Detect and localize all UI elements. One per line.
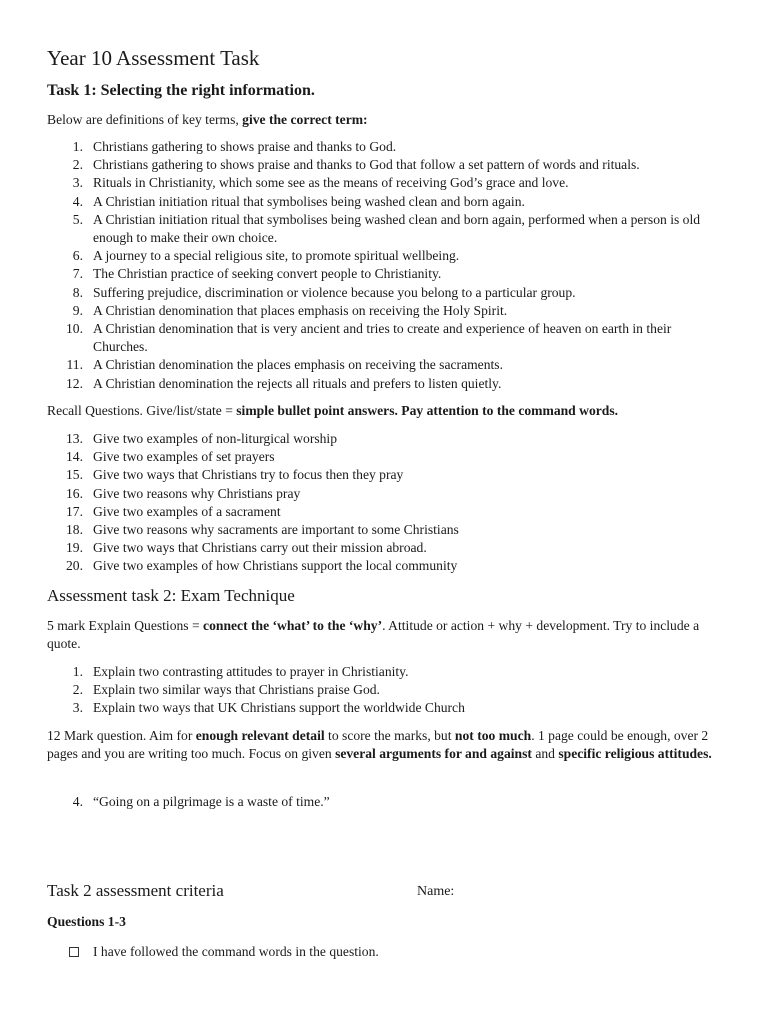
essay-question-number: 4. (72, 794, 83, 809)
twelve-mark-emphasis-2: not too much (454, 728, 532, 743)
recall-intro (47, 402, 727, 420)
explain-question-item-text: Explain two ways that UK Christians support the worldwide Church (93, 700, 465, 716)
questions-heading: Questions 1-3 (47, 914, 126, 929)
key-term-item (47, 138, 727, 156)
key-term-item-text: A Christian denomination that is very ancient and tries to create and experience of heaven on earth in their Churches. (93, 321, 672, 355)
key-term-item-text: A Christian initiation ritual that symbolises being washed clean and born again, performed when a person is old enough to make their own choice. (93, 211, 701, 246)
recall-question-item-text: Give two reasons why Christians pray (93, 485, 301, 501)
key-terms-list (47, 138, 727, 393)
key-term-item (47, 211, 727, 247)
key-term-item-text: A Christian denomination that places emphasis on receiving the Holy Spirit. (93, 302, 508, 318)
key-term-item (47, 247, 727, 265)
key-term-item (47, 265, 727, 283)
recall-intro-text: Recall Questions. Give/list/state = (47, 403, 237, 418)
criteria-check-text: I have followed the command words in the question. (93, 944, 379, 959)
key-term-item-number: 4. (72, 193, 83, 209)
recall-questions-list (47, 430, 727, 576)
twelve-mark-emphasis-3: several arguments for and against (335, 746, 532, 762)
recall-question-item-text: Give two examples of non-liturgical worship (93, 431, 338, 446)
key-term-item (47, 302, 727, 320)
task1-intro (47, 111, 727, 129)
recall-question-item-text: Give two ways that Christians carry out their mission abroad. (93, 540, 427, 556)
explain-question-item (47, 699, 727, 717)
key-term-item-text: Christians gathering to shows praise and thanks to God. (93, 139, 397, 154)
page-title: Year 10 Assessment Task (47, 46, 260, 70)
key-term-item (47, 174, 727, 192)
recall-question-item-number: 18. (66, 522, 83, 538)
recall-question-item (47, 557, 727, 575)
five-mark-emphasis: connect the ‘what’ to the ‘why’ (203, 618, 383, 633)
explain-questions-list (47, 663, 727, 718)
twelve-mark-emphasis-1: enough relevant detail (195, 728, 325, 743)
recall-question-item-number: 15. (66, 467, 83, 483)
recall-question-item (47, 539, 727, 557)
recall-question-item-text: Give two examples of how Christians support the local community (93, 558, 458, 574)
explain-question-item-number: 2. (72, 682, 83, 698)
twelve-mark-text-3: . 1 page could be enough, over 2 pages and you are writing too much. Focus on given (47, 728, 709, 762)
key-term-item-number: 2. (72, 157, 83, 173)
key-term-item-text: A Christian denomination the places emphasis on receiving the sacraments. (93, 357, 503, 373)
key-term-item-number: 11. (66, 357, 83, 373)
explain-question-item-number: 3. (72, 700, 83, 716)
recall-question-item (47, 485, 727, 503)
recall-question-item-number: 19. (66, 540, 83, 556)
criteria-check-item (69, 943, 379, 961)
recall-question-item-number: 13. (66, 431, 83, 446)
key-term-item (47, 375, 727, 393)
key-term-item-number: 3. (72, 175, 83, 191)
twelve-mark-emphasis-4: specific religious attitudes. (558, 746, 712, 762)
key-term-item-text: Christians gathering to shows praise and thanks to God that follow a set pattern of words and rituals. (93, 157, 640, 173)
key-term-item-text: Suffering prejudice, discrimination or violence because you belong to a particular group. (93, 284, 576, 300)
task2-heading: Assessment task 2: Exam Technique (47, 586, 295, 605)
key-term-item (47, 320, 727, 356)
recall-question-item-text: Give two ways that Christians try to focus then they pray (93, 467, 404, 483)
recall-question-item-number: 16. (66, 485, 83, 501)
twelve-mark-instructions (47, 727, 727, 763)
key-term-item-number: 8. (72, 284, 83, 300)
recall-intro-emphasis: simple bullet point answers. Pay attention to the command words. (236, 403, 619, 418)
task1-intro-emphasis: give the correct term: (242, 112, 368, 127)
key-term-item-text: A Christian denomination the rejects all rituals and prefers to listen quietly. (93, 375, 502, 391)
key-term-item-number: 6. (72, 248, 83, 264)
task1-intro-text: Below are definitions of key terms, (47, 112, 243, 127)
five-mark-text-2: . Attitude or action + why + development. Try to include a quote. (47, 618, 700, 652)
recall-question-item-number: 20. (66, 558, 83, 574)
key-term-item-text: A journey to a special religious site, to promote spiritual wellbeing. (93, 248, 460, 264)
key-term-item (47, 284, 727, 302)
essay-question-text: “Going on a pilgrimage is a waste of time.” (93, 794, 330, 809)
recall-question-item (47, 503, 727, 521)
recall-question-item-text: Give two examples of a sacrament (93, 503, 281, 519)
five-mark-text-1: 5 mark Explain Questions = (47, 618, 204, 633)
key-term-item-text: Rituals in Christianity, which some see as the means of receiving God’s grace and love. (93, 175, 569, 191)
key-term-item-text: The Christian practice of seeking convert people to Christianity. (93, 266, 442, 282)
criteria-heading: Task 2 assessment criteria (47, 881, 224, 900)
recall-question-item-text: Give two examples of set prayers (93, 449, 275, 465)
key-term-item-number: 5. (72, 211, 83, 227)
key-term-item-number: 10. (66, 321, 83, 337)
explain-question-item-number: 1. (72, 664, 83, 679)
explain-question-item-text: Explain two similar ways that Christians praise God. (93, 682, 380, 698)
explain-question-item-text: Explain two contrasting attitudes to prayer in Christianity. (93, 664, 409, 679)
recall-question-item-number: 14. (66, 449, 83, 465)
key-term-item (47, 156, 727, 174)
twelve-mark-text-4: and (531, 746, 559, 762)
essay-question (47, 793, 727, 811)
recall-question-item-text: Give two reasons why sacraments are important to some Christians (93, 522, 459, 538)
task1-heading: Task 1: Selecting the right information. (47, 82, 315, 99)
key-term-item-number: 7. (72, 266, 83, 282)
recall-question-item (47, 448, 727, 466)
twelve-mark-text-2: to score the marks, but (324, 728, 455, 743)
essay-question-list (47, 793, 727, 811)
checkbox-icon[interactable] (69, 947, 79, 957)
recall-question-item (47, 430, 727, 448)
twelve-mark-text-1: 12 Mark question. Aim for (47, 728, 196, 743)
recall-question-item-number: 17. (66, 503, 83, 519)
recall-question-item (47, 521, 727, 539)
explain-question-item (47, 681, 727, 699)
key-term-item-number: 1. (72, 139, 83, 154)
key-term-item-number: 9. (72, 302, 83, 318)
recall-question-item (47, 466, 727, 484)
key-term-item (47, 193, 727, 211)
key-term-item-number: 12. (66, 375, 83, 391)
five-mark-instructions (47, 617, 727, 653)
key-term-item (47, 356, 727, 374)
explain-question-item (47, 663, 727, 681)
key-term-item-text: A Christian initiation ritual that symbolises being washed clean and born again. (93, 193, 525, 209)
name-label: Name: (417, 884, 455, 899)
